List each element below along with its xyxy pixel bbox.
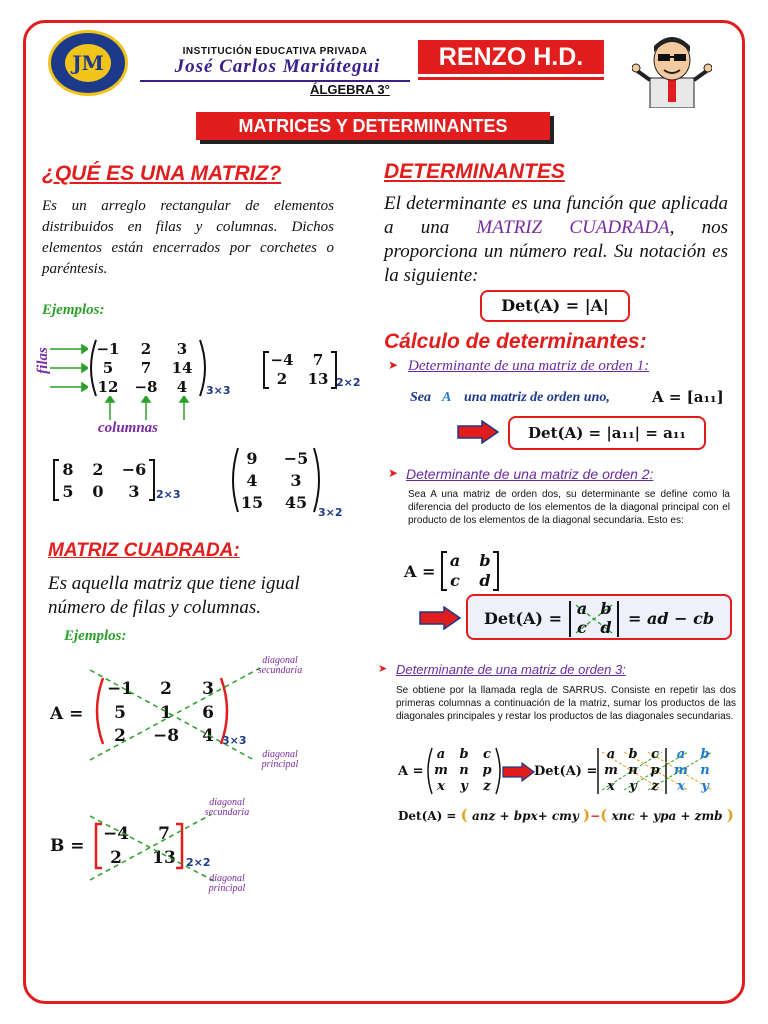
A-size: 3×3 <box>222 734 247 747</box>
o2-r1c1: a <box>449 551 461 570</box>
sarrus-minus-terms: xnc + ypa + zmb <box>611 809 723 823</box>
A-r2c2: 1 <box>160 703 172 723</box>
A-r1c1: −1 <box>106 679 134 699</box>
o2d-r2c2: d <box>600 618 612 637</box>
s-r1c3: c <box>651 747 659 762</box>
o3-r1c1: a <box>436 747 446 762</box>
order1-result-box: Det(A) = |a₁₁| = a₁₁ <box>508 416 706 450</box>
order2-A-label: A = <box>404 562 436 581</box>
m4-r3c2: 45 <box>284 493 308 512</box>
m1-r3c3: 4 <box>176 378 188 396</box>
s-r3c2: y <box>629 779 637 794</box>
o2d-r2c1: c <box>577 618 587 637</box>
order1-A: A <box>442 390 452 405</box>
B-r2c2: 13 <box>152 848 176 868</box>
B-r2c1: 2 <box>110 848 122 868</box>
order3-title: Determinante de una matriz de orden 3: <box>396 662 626 677</box>
sarrus-plus-terms: anz + bpx+ cmy <box>471 809 579 823</box>
columnas-label: columnas <box>98 420 159 436</box>
determinants-text <box>384 192 728 288</box>
m3-r2c3: 3 <box>128 482 140 501</box>
o3-r3c3: z <box>483 779 491 794</box>
m1-r1c1: −1 <box>96 340 120 358</box>
square-matrix-title: MATRIZ CUADRADA: <box>48 540 240 561</box>
matrix-A-diagonals <box>84 660 274 770</box>
m1-r2c3: 14 <box>171 359 193 377</box>
m4-r1c2: −5 <box>283 449 309 468</box>
red-arrow-icon <box>418 606 462 630</box>
det-text-part2: , nos proporciona un número real. Su notación es la siguiente: <box>384 217 729 286</box>
B-r1c2: 7 <box>158 824 170 844</box>
red-arrow-icon <box>456 420 500 444</box>
o2-r1c2: b <box>479 551 491 570</box>
m3-r1c2: 2 <box>92 460 104 479</box>
order2-result-box <box>466 594 732 640</box>
o2d-r1c2: b <box>600 599 612 618</box>
m2-r2c2: 13 <box>307 370 329 388</box>
bullet-arrow-icon: ➤ <box>388 358 399 372</box>
order3-matrix <box>426 746 502 796</box>
examples-label-2: Ejemplos: <box>64 628 127 644</box>
A-r3c2: −8 <box>152 726 180 746</box>
s-x-r3c2: y <box>701 779 709 794</box>
matrix-B-label: B = <box>50 836 85 856</box>
s-x-r2c2: n <box>700 763 710 778</box>
bullet-arrow-icon: ➤ <box>388 466 399 480</box>
m3-r2c1: 5 <box>62 482 74 501</box>
m4-r2c1: 4 <box>246 471 258 490</box>
s-r2c3: p <box>650 763 660 778</box>
m2-r2c1: 2 <box>276 370 288 388</box>
det-text-highlight: MATRIZ CUADRADA <box>476 217 670 238</box>
s-x-r1c1: a <box>676 747 686 762</box>
m1-r1c2: 2 <box>140 340 152 358</box>
school-seal-logo <box>48 30 128 96</box>
m1-r3c2: −8 <box>134 378 158 396</box>
o3-r3c1: x <box>437 779 445 794</box>
cartoon-avatar-icon <box>632 30 712 108</box>
order2-text: Sea A una matriz de orden dos, su determinante se define como la diferencia del producto de los elementos de la diagonal principal con el producto de los elementos de la diagonal secundaria. Esto es: <box>408 489 730 526</box>
B-size: 2×2 <box>186 856 211 869</box>
A-r2c1: 5 <box>114 703 126 723</box>
order3-text: Se obtiene por la llamada regla de SARRUS. Consiste en repetir las dos primeras columnas a continuación de la matriz, sumar los productos de las diagonales principales y restar los productos de las diagonales secundarias. <box>396 685 736 722</box>
m3-size: 2×3 <box>156 488 181 501</box>
A-diag-sec-label: diagonal secundaria <box>257 655 303 676</box>
s-r1c2: b <box>628 747 638 762</box>
main-banner: MATRICES Y DETERMINANTES <box>196 112 550 140</box>
A-diag-pri-label: diagonal principal <box>261 749 299 770</box>
m3-r1c1: 8 <box>62 460 74 479</box>
A-r3c1: 2 <box>114 726 126 746</box>
o3-r1c3: c <box>483 747 491 762</box>
paren-close-icon: ) <box>583 806 591 824</box>
sarrus-scheme <box>596 746 736 796</box>
m1-r3c1: 12 <box>97 378 119 396</box>
order1-title: Determinante de una matriz de orden 1: <box>408 358 650 374</box>
order1-text: una matriz de orden uno, <box>464 390 610 405</box>
matrix-A-label: A = <box>50 704 84 724</box>
paren-open-icon: ( <box>600 806 608 824</box>
m4-size: 3×2 <box>318 506 343 519</box>
o2-r2c2: d <box>479 571 491 590</box>
matrix-example-2x3 <box>52 458 156 502</box>
order1-sea: Sea <box>410 390 431 405</box>
square-matrix-text: Es aquella matriz que tiene igual número de filas y columnas. <box>48 573 300 618</box>
A-r3c3: 4 <box>202 726 214 746</box>
paren-open-icon: ( <box>460 806 468 824</box>
m2-r1c2: 7 <box>312 351 324 369</box>
order3-A-label: A = <box>398 764 424 779</box>
filas-label: filas <box>34 347 51 374</box>
m1-r1c3: 3 <box>176 340 188 358</box>
red-arrow-icon <box>502 762 536 782</box>
order2-det-rhs: = ad − cb <box>628 609 715 628</box>
examples-label: Ejemplos: <box>42 302 105 318</box>
m1-r2c1: 5 <box>102 359 114 377</box>
m3-r1c3: −6 <box>121 460 147 479</box>
course-title: ÁLGEBRA 3° <box>310 82 390 97</box>
s-x-r2c1: m <box>674 763 688 778</box>
author-brand: RENZO H.D. <box>418 40 604 74</box>
B-diag-sec-label: diagonal secundaria <box>204 797 250 818</box>
o3-r3c2: y <box>460 779 468 794</box>
order2-matrix <box>440 550 500 592</box>
minus-sign: − <box>590 809 601 823</box>
det-text-part1: El determinante es una función que aplicada a una <box>384 193 728 238</box>
order2-det-lhs: Det(A) = <box>484 609 562 628</box>
row-arrows <box>48 340 88 400</box>
m2-r1c1: −4 <box>270 351 294 369</box>
s-r2c1: m <box>604 763 618 778</box>
m1-size: 3×3 <box>206 384 231 397</box>
s-r2c2: n <box>628 763 638 778</box>
det-notation-box: Det(A) = |A| <box>480 290 630 322</box>
B-diag-pri-label: diagonal principal <box>208 873 246 894</box>
B-r1c1: −4 <box>102 824 130 844</box>
m4-r1c1: 9 <box>246 449 258 468</box>
matrix-example-3x3 <box>88 338 208 398</box>
A-r1c2: 2 <box>160 679 172 699</box>
what-is-matrix-text: Es un arreglo rectangular de elementos distribuidos en filas y columnas. Dichos elementos están encerrados por corchetes o paréntesis. <box>42 198 334 277</box>
o3-r2c2: n <box>459 763 469 778</box>
calc-determinants-title: Cálculo de determinantes: <box>384 330 647 353</box>
m3-r2c2: 0 <box>92 482 104 501</box>
A-r1c3: 3 <box>202 679 214 699</box>
order3-det-label: Det(A) = <box>534 764 598 779</box>
sarrus-lhs: Det(A) = <box>398 809 457 823</box>
o2d-r1c1: a <box>576 599 588 618</box>
m4-r2c2: 3 <box>290 471 302 490</box>
A-r2c3: 6 <box>202 703 214 723</box>
s-x-r3c1: x <box>677 779 685 794</box>
m1-r2c2: 7 <box>140 359 152 377</box>
what-is-matrix-title: ¿QUÉ ES UNA MATRIZ? <box>42 162 282 185</box>
s-x-r1c2: b <box>700 747 710 762</box>
s-r1c1: a <box>606 747 616 762</box>
bullet-arrow-icon: ➤ <box>378 662 388 675</box>
o3-r2c3: p <box>482 763 492 778</box>
school-name: José Carlos Mariátegui <box>174 56 381 77</box>
paren-close-icon: ) <box>726 806 734 824</box>
determinants-title: DETERMINANTES <box>384 160 565 183</box>
order1-def: A = [a₁₁] <box>652 388 724 406</box>
seal-initials: JM <box>65 44 111 82</box>
matrix-example-2x2 <box>262 350 338 390</box>
o3-r2c1: m <box>434 763 448 778</box>
s-r3c3: z <box>651 779 659 794</box>
o3-r1c2: b <box>459 747 469 762</box>
sarrus-formula <box>398 806 748 824</box>
m2-size: 2×2 <box>336 376 361 389</box>
order2-det-matrix <box>568 599 620 639</box>
brand-underline <box>418 77 604 80</box>
column-arrows <box>98 396 208 422</box>
o2-r2c1: c <box>450 571 460 590</box>
institution-label: INSTITUCIÓN EDUCATIVA PRIVADA <box>182 46 368 57</box>
order2-title: Determinante de una matriz de orden 2: <box>406 466 654 482</box>
m4-r3c1: 15 <box>240 493 264 512</box>
matrix-example-3x2 <box>230 446 322 514</box>
s-r3c1: x <box>607 779 615 794</box>
